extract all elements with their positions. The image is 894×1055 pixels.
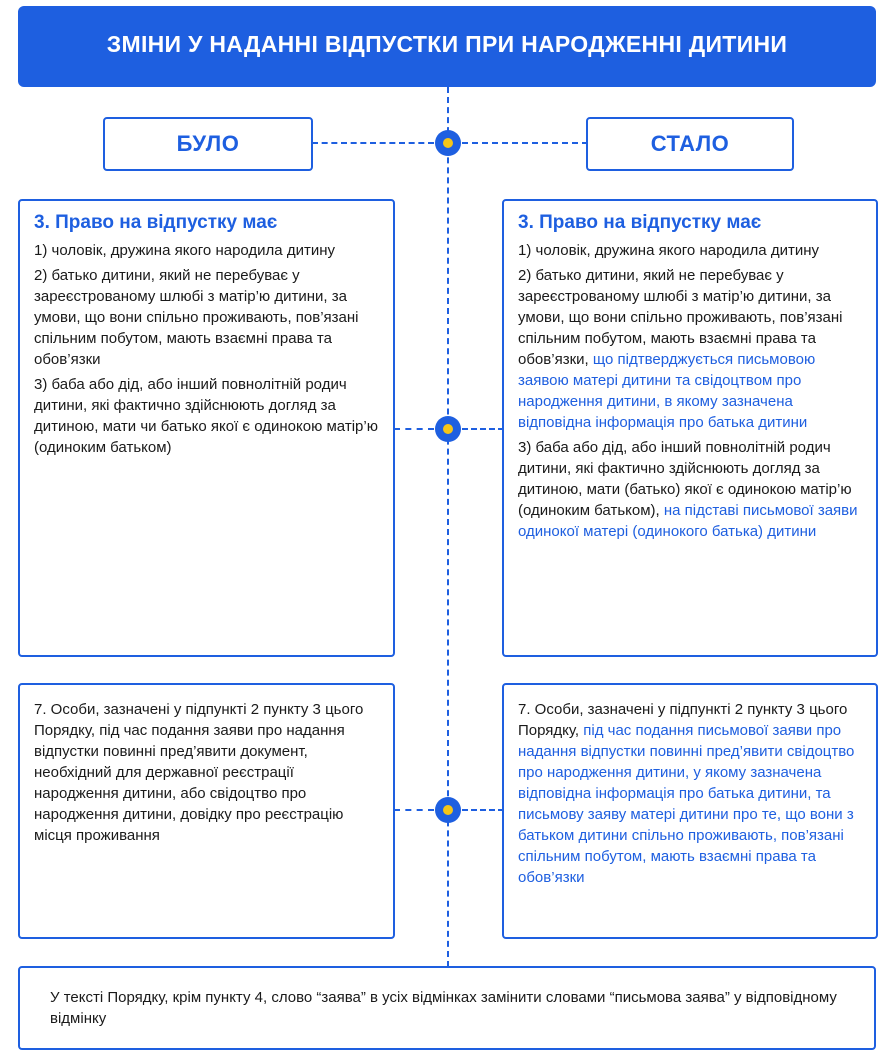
highlighted-change: під час подання письмової заяви про надання відпустки повинні пред’явити свідоцтво про народження дитини, у якому зазначена відповідна інформація про батька дитини, та письмову заяву матері дитини про те, що вони з батьком дитини спільно проживають, пов’язані спільним побутом, мають взаємні права та обов’язки — [518, 722, 855, 886]
item-text: 7. Особи, зазначені у підпункті 2 пункту 3 цього Порядку, — [518, 701, 848, 739]
footer-note: У тексті Порядку, крім пункту 4, слово “заява” в усіх відмінках замінити словами “письмова заява” у відповідному відмінку — [18, 966, 876, 1050]
item-text: 2) батько дитини, який не перебуває у зареєстрованому шлюбі з матір’ю дитини, за умови, що вони спільно проживають, пов’язані спільним побутом, мають взаємні права та обов’язки, — [518, 267, 843, 368]
connector-s1-right — [462, 428, 504, 430]
list-item: 1) чоловік, дружина якого народила дитину — [518, 242, 819, 259]
card-before-section-3 — [18, 199, 395, 657]
card-heading: 3. Право на відпустку має — [518, 212, 762, 233]
timeline-spine — [447, 87, 449, 967]
connector-before — [312, 142, 434, 144]
card-after-section-3 — [502, 199, 878, 657]
page-title: ЗМІНИ У НАДАННІ ВІДПУСТКИ ПРИ НАРОДЖЕННІ ДИТИНИ — [106, 31, 788, 57]
card-heading: 3. Право на відпустку має — [34, 212, 278, 233]
paragraph — [518, 699, 862, 888]
timeline-dot-icon — [435, 416, 461, 442]
highlighted-change: що підтверджується письмовою заявою матері дитини та свідоцтвом про народження дитини, в якому зазначена відповідна інформація про батька дитини — [518, 351, 816, 431]
connector-s1-left — [394, 428, 434, 430]
list-item: 2) батько дитини, який не перебуває у зареєстрованому шлюбі з матір’ю дитини, за умови, що вони спільно проживають, пов’язані спільним побутом, мають взаємні права та обов’язки — [34, 267, 359, 368]
connector-s2-left — [394, 809, 434, 811]
connector-after — [462, 142, 588, 144]
list-item: 1) чоловік, дружина якого народила дитину — [34, 242, 335, 259]
list-item: 3) баба або дід, або інший повнолітній родич дитини, які фактично здійснюють догляд за дитиною, мати чи батько якої є одинокою матір’ю (одиноким батьком) — [34, 376, 378, 456]
list-item — [518, 437, 862, 542]
timeline-dot-icon — [435, 797, 461, 823]
timeline-dot-icon — [435, 130, 461, 156]
title-banner — [18, 6, 876, 87]
paragraph: 7. Особи, зазначені у підпункті 2 пункту 3 цього Порядку, під час подання заяви про надання відпустки повинні пред’явити документ, необхідний для державної реєстрації народження дитини, або свідоцтво про народження дитини, довідку про реєстрацію місця проживання — [34, 701, 364, 844]
connector-s2-right — [462, 809, 504, 811]
label-after: СТАЛО — [586, 117, 794, 171]
list-item — [518, 265, 862, 433]
item-text: 3) баба або дід, або інший повнолітній родич дитини, які фактично здійснюють догляд за дитиною, мати (батько) якої є одинокою матір’ю (одиноким батьком), — [518, 439, 852, 519]
card-before-section-7 — [18, 683, 395, 939]
highlighted-change: на підставі письмової заяви одинокої матері (одинокого батька) дитини — [518, 502, 858, 540]
label-before: БУЛО — [103, 117, 313, 171]
card-after-section-7 — [502, 683, 878, 939]
